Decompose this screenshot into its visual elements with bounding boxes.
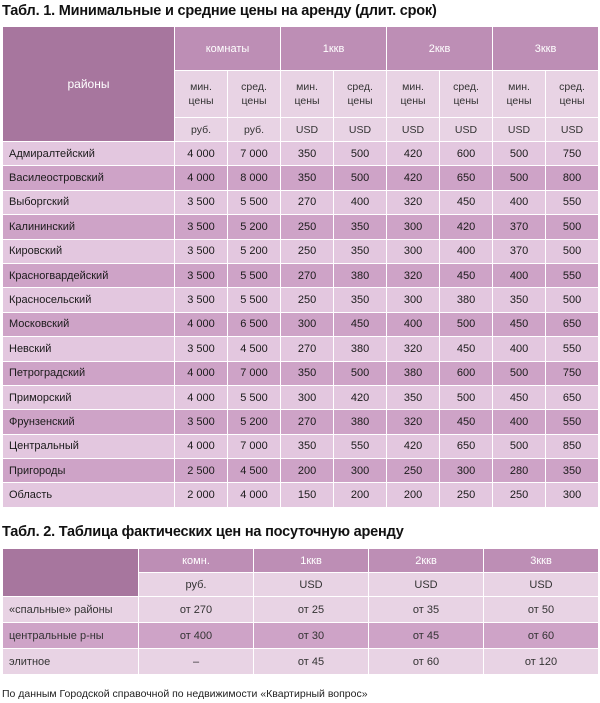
price-cell: 500 — [440, 312, 493, 336]
price-type-header — [440, 71, 493, 118]
price-type-line: мин. — [296, 81, 318, 93]
price-cell: 450 — [440, 410, 493, 434]
table-row — [3, 649, 599, 675]
price-type-line: цены — [559, 95, 585, 107]
price-cell: 200 — [281, 459, 334, 483]
price-cell: 550 — [546, 190, 599, 214]
districts-header: районы — [3, 27, 175, 142]
table-row — [3, 483, 599, 507]
currency-header: USD — [493, 118, 546, 142]
price-cell: 450 — [440, 337, 493, 361]
price-cell: от 30 — [254, 623, 369, 649]
price-cell: 370 — [493, 239, 546, 263]
price-cell: 200 — [334, 483, 387, 507]
price-cell: 500 — [493, 142, 546, 166]
price-cell: 450 — [440, 190, 493, 214]
price-cell: 500 — [546, 239, 599, 263]
price-cell: 4 000 — [175, 361, 228, 385]
price-cell: 3 500 — [175, 410, 228, 434]
price-cell: 500 — [493, 361, 546, 385]
price-type-line: цены — [294, 95, 320, 107]
table-row — [3, 337, 599, 361]
group-header: комнаты — [175, 27, 281, 71]
price-cell: 7 000 — [228, 434, 281, 458]
price-cell: 4 000 — [175, 142, 228, 166]
price-cell: от 45 — [254, 649, 369, 675]
price-cell: 250 — [387, 459, 440, 483]
price-cell: 350 — [281, 434, 334, 458]
price-cell: 500 — [546, 215, 599, 239]
price-cell: 650 — [546, 385, 599, 409]
price-cell: от 25 — [254, 597, 369, 623]
price-cell: 380 — [334, 263, 387, 287]
price-cell: 320 — [387, 337, 440, 361]
price-cell: 6 500 — [228, 312, 281, 336]
price-cell: 280 — [493, 459, 546, 483]
price-type-header — [228, 71, 281, 118]
price-cell: 400 — [334, 190, 387, 214]
price-cell: 320 — [387, 190, 440, 214]
price-cell: 750 — [546, 361, 599, 385]
price-cell: 550 — [546, 263, 599, 287]
table-row — [3, 263, 599, 287]
group-header: 3ккв — [484, 549, 599, 573]
district-name: Петроградский — [3, 361, 175, 385]
price-cell: 3 500 — [175, 239, 228, 263]
table-row — [3, 142, 599, 166]
price-cell: 400 — [493, 263, 546, 287]
table-row — [3, 239, 599, 263]
table2-corner — [3, 549, 139, 597]
price-cell: 7 000 — [228, 142, 281, 166]
table-row — [3, 434, 599, 458]
price-type-header — [546, 71, 599, 118]
currency-header: USD — [387, 118, 440, 142]
price-cell: 500 — [546, 288, 599, 312]
district-name: Московский — [3, 312, 175, 336]
price-cell: 300 — [546, 483, 599, 507]
price-cell: 300 — [440, 459, 493, 483]
price-type-line: цены — [453, 95, 479, 107]
price-cell: 500 — [334, 142, 387, 166]
price-cell: 350 — [281, 142, 334, 166]
price-type-header — [281, 71, 334, 118]
price-cell: 750 — [546, 142, 599, 166]
price-cell: 550 — [334, 434, 387, 458]
rent-category: «спальные» районы — [3, 597, 139, 623]
district-name: Калининский — [3, 215, 175, 239]
price-cell: 5 500 — [228, 263, 281, 287]
group-header: 1ккв — [254, 549, 369, 573]
price-type-line: цены — [188, 95, 214, 107]
table-row — [3, 385, 599, 409]
price-cell: от 270 — [139, 597, 254, 623]
price-cell: 800 — [546, 166, 599, 190]
currency-header: USD — [281, 118, 334, 142]
price-cell: 500 — [334, 361, 387, 385]
price-cell: 300 — [281, 312, 334, 336]
price-type-header — [334, 71, 387, 118]
price-cell: 4 000 — [175, 166, 228, 190]
price-cell: 380 — [440, 288, 493, 312]
group-header: 3ккв — [493, 27, 599, 71]
header-row-groups — [3, 27, 599, 71]
price-cell: от 50 — [484, 597, 599, 623]
table-row — [3, 410, 599, 434]
price-cell: 650 — [440, 434, 493, 458]
currency-header: руб. — [175, 118, 228, 142]
price-cell: 4 000 — [175, 434, 228, 458]
price-cell: от 45 — [369, 623, 484, 649]
district-name: Выборгский — [3, 190, 175, 214]
price-cell: 350 — [281, 166, 334, 190]
price-cell: 500 — [440, 385, 493, 409]
price-cell: 400 — [493, 190, 546, 214]
price-cell: 500 — [493, 434, 546, 458]
price-type-line: сред. — [453, 81, 479, 93]
price-cell: 270 — [281, 410, 334, 434]
price-cell: 5 500 — [228, 385, 281, 409]
price-cell: 2 000 — [175, 483, 228, 507]
price-cell: 300 — [334, 459, 387, 483]
price-cell: 300 — [387, 239, 440, 263]
price-cell: 380 — [334, 337, 387, 361]
currency-header: USD — [334, 118, 387, 142]
price-cell: 300 — [387, 288, 440, 312]
price-cell: 500 — [334, 166, 387, 190]
table-row — [3, 166, 599, 190]
price-cell: 270 — [281, 337, 334, 361]
price-cell: 420 — [387, 166, 440, 190]
price-cell: 350 — [281, 361, 334, 385]
price-cell: 8 000 — [228, 166, 281, 190]
price-cell: от 120 — [484, 649, 599, 675]
price-cell: 370 — [493, 215, 546, 239]
price-cell: 350 — [334, 288, 387, 312]
currency-header: USD — [546, 118, 599, 142]
table-row — [3, 312, 599, 336]
price-cell: 250 — [493, 483, 546, 507]
district-name: Область — [3, 483, 175, 507]
price-cell: 550 — [546, 337, 599, 361]
price-cell: 3 500 — [175, 288, 228, 312]
district-name: Адмиралтейский — [3, 142, 175, 166]
table-row — [3, 361, 599, 385]
price-cell: 350 — [334, 239, 387, 263]
price-cell: 250 — [281, 239, 334, 263]
price-cell: 500 — [493, 166, 546, 190]
district-name: Василеостровский — [3, 166, 175, 190]
price-type-line: цены — [506, 95, 532, 107]
price-cell: 270 — [281, 190, 334, 214]
price-type-line: мин. — [190, 81, 212, 93]
price-cell: 300 — [281, 385, 334, 409]
currency-header: USD — [484, 573, 599, 597]
price-cell: 650 — [440, 166, 493, 190]
price-cell: 270 — [281, 263, 334, 287]
price-cell: 400 — [493, 410, 546, 434]
price-cell: 250 — [281, 215, 334, 239]
price-cell: 4 000 — [228, 483, 281, 507]
price-type-line: сред. — [241, 81, 267, 93]
price-cell: 320 — [387, 410, 440, 434]
table-row — [3, 597, 599, 623]
currency-header: руб. — [228, 118, 281, 142]
price-cell: 4 000 — [175, 312, 228, 336]
price-cell: 450 — [334, 312, 387, 336]
price-cell: от 35 — [369, 597, 484, 623]
group-header: 2ккв — [387, 27, 493, 71]
price-cell: от 400 — [139, 623, 254, 649]
table-row — [3, 215, 599, 239]
price-cell: 5 500 — [228, 288, 281, 312]
price-cell: 550 — [546, 410, 599, 434]
header-row-groups — [3, 549, 599, 573]
long-term-rent-table — [2, 26, 599, 508]
table-row — [3, 459, 599, 483]
price-cell: 5 200 — [228, 239, 281, 263]
price-cell: 5 200 — [228, 410, 281, 434]
price-cell: 450 — [493, 385, 546, 409]
price-cell: 320 — [387, 263, 440, 287]
price-cell: от 60 — [484, 623, 599, 649]
price-cell: 5 500 — [228, 190, 281, 214]
price-cell: 5 200 — [228, 215, 281, 239]
currency-header: USD — [440, 118, 493, 142]
price-cell: 3 500 — [175, 263, 228, 287]
price-cell: 420 — [387, 142, 440, 166]
price-cell: 420 — [334, 385, 387, 409]
price-type-line: цены — [400, 95, 426, 107]
price-type-line: цены — [347, 95, 373, 107]
group-header: комн. — [139, 549, 254, 573]
price-cell: 150 — [281, 483, 334, 507]
price-cell: 350 — [546, 459, 599, 483]
price-cell: 380 — [334, 410, 387, 434]
price-type-header — [493, 71, 546, 118]
price-cell: 400 — [493, 337, 546, 361]
price-cell: 400 — [440, 239, 493, 263]
district-name: Красносельский — [3, 288, 175, 312]
price-cell: 250 — [440, 483, 493, 507]
price-cell: 650 — [546, 312, 599, 336]
price-cell: 300 — [387, 215, 440, 239]
price-cell: 450 — [440, 263, 493, 287]
price-cell: 400 — [387, 312, 440, 336]
table1-title: Табл. 1. Минимальные и средние цены на аренду (длит. срок) — [2, 3, 437, 19]
price-cell: 420 — [387, 434, 440, 458]
price-cell: 250 — [281, 288, 334, 312]
price-type-line: цены — [241, 95, 267, 107]
price-cell: 2 500 — [175, 459, 228, 483]
table-row — [3, 288, 599, 312]
price-type-line: сред. — [559, 81, 585, 93]
price-type-header — [387, 71, 440, 118]
district-name: Пригороды — [3, 459, 175, 483]
group-header: 1ккв — [281, 27, 387, 71]
district-name: Центральный — [3, 434, 175, 458]
price-cell: 3 500 — [175, 337, 228, 361]
price-cell: 350 — [493, 288, 546, 312]
district-name: Приморский — [3, 385, 175, 409]
district-name: Кировский — [3, 239, 175, 263]
table-row — [3, 190, 599, 214]
currency-header: USD — [254, 573, 369, 597]
price-cell: от 60 — [369, 649, 484, 675]
price-type-line: сред. — [347, 81, 373, 93]
price-cell: 4 500 — [228, 337, 281, 361]
group-header: 2ккв — [369, 549, 484, 573]
price-cell: 600 — [440, 142, 493, 166]
price-cell: 3 500 — [175, 215, 228, 239]
price-cell: 600 — [440, 361, 493, 385]
price-cell: 350 — [387, 385, 440, 409]
price-type-line: мин. — [402, 81, 424, 93]
table2-title: Табл. 2. Таблица фактических цен на посуточную аренду — [2, 524, 404, 540]
district-name: Фрунзенский — [3, 410, 175, 434]
rent-category: элитное — [3, 649, 139, 675]
price-cell: 850 — [546, 434, 599, 458]
district-name: Невский — [3, 337, 175, 361]
price-cell: 7 000 — [228, 361, 281, 385]
price-cell: 4 500 — [228, 459, 281, 483]
price-cell: – — [139, 649, 254, 675]
currency-header: USD — [369, 573, 484, 597]
price-cell: 4 000 — [175, 385, 228, 409]
currency-header: руб. — [139, 573, 254, 597]
rent-category: центральные р-ны — [3, 623, 139, 649]
table-row — [3, 623, 599, 649]
price-cell: 3 500 — [175, 190, 228, 214]
source-note: По данным Городской справочной по недвижимости «Квартирный вопрос» — [2, 688, 368, 700]
price-type-line: мин. — [508, 81, 530, 93]
price-type-header — [175, 71, 228, 118]
price-cell: 450 — [493, 312, 546, 336]
district-name: Красногвардейский — [3, 263, 175, 287]
price-cell: 200 — [387, 483, 440, 507]
price-cell: 380 — [387, 361, 440, 385]
daily-rent-table — [2, 548, 599, 675]
price-cell: 420 — [440, 215, 493, 239]
price-cell: 350 — [334, 215, 387, 239]
